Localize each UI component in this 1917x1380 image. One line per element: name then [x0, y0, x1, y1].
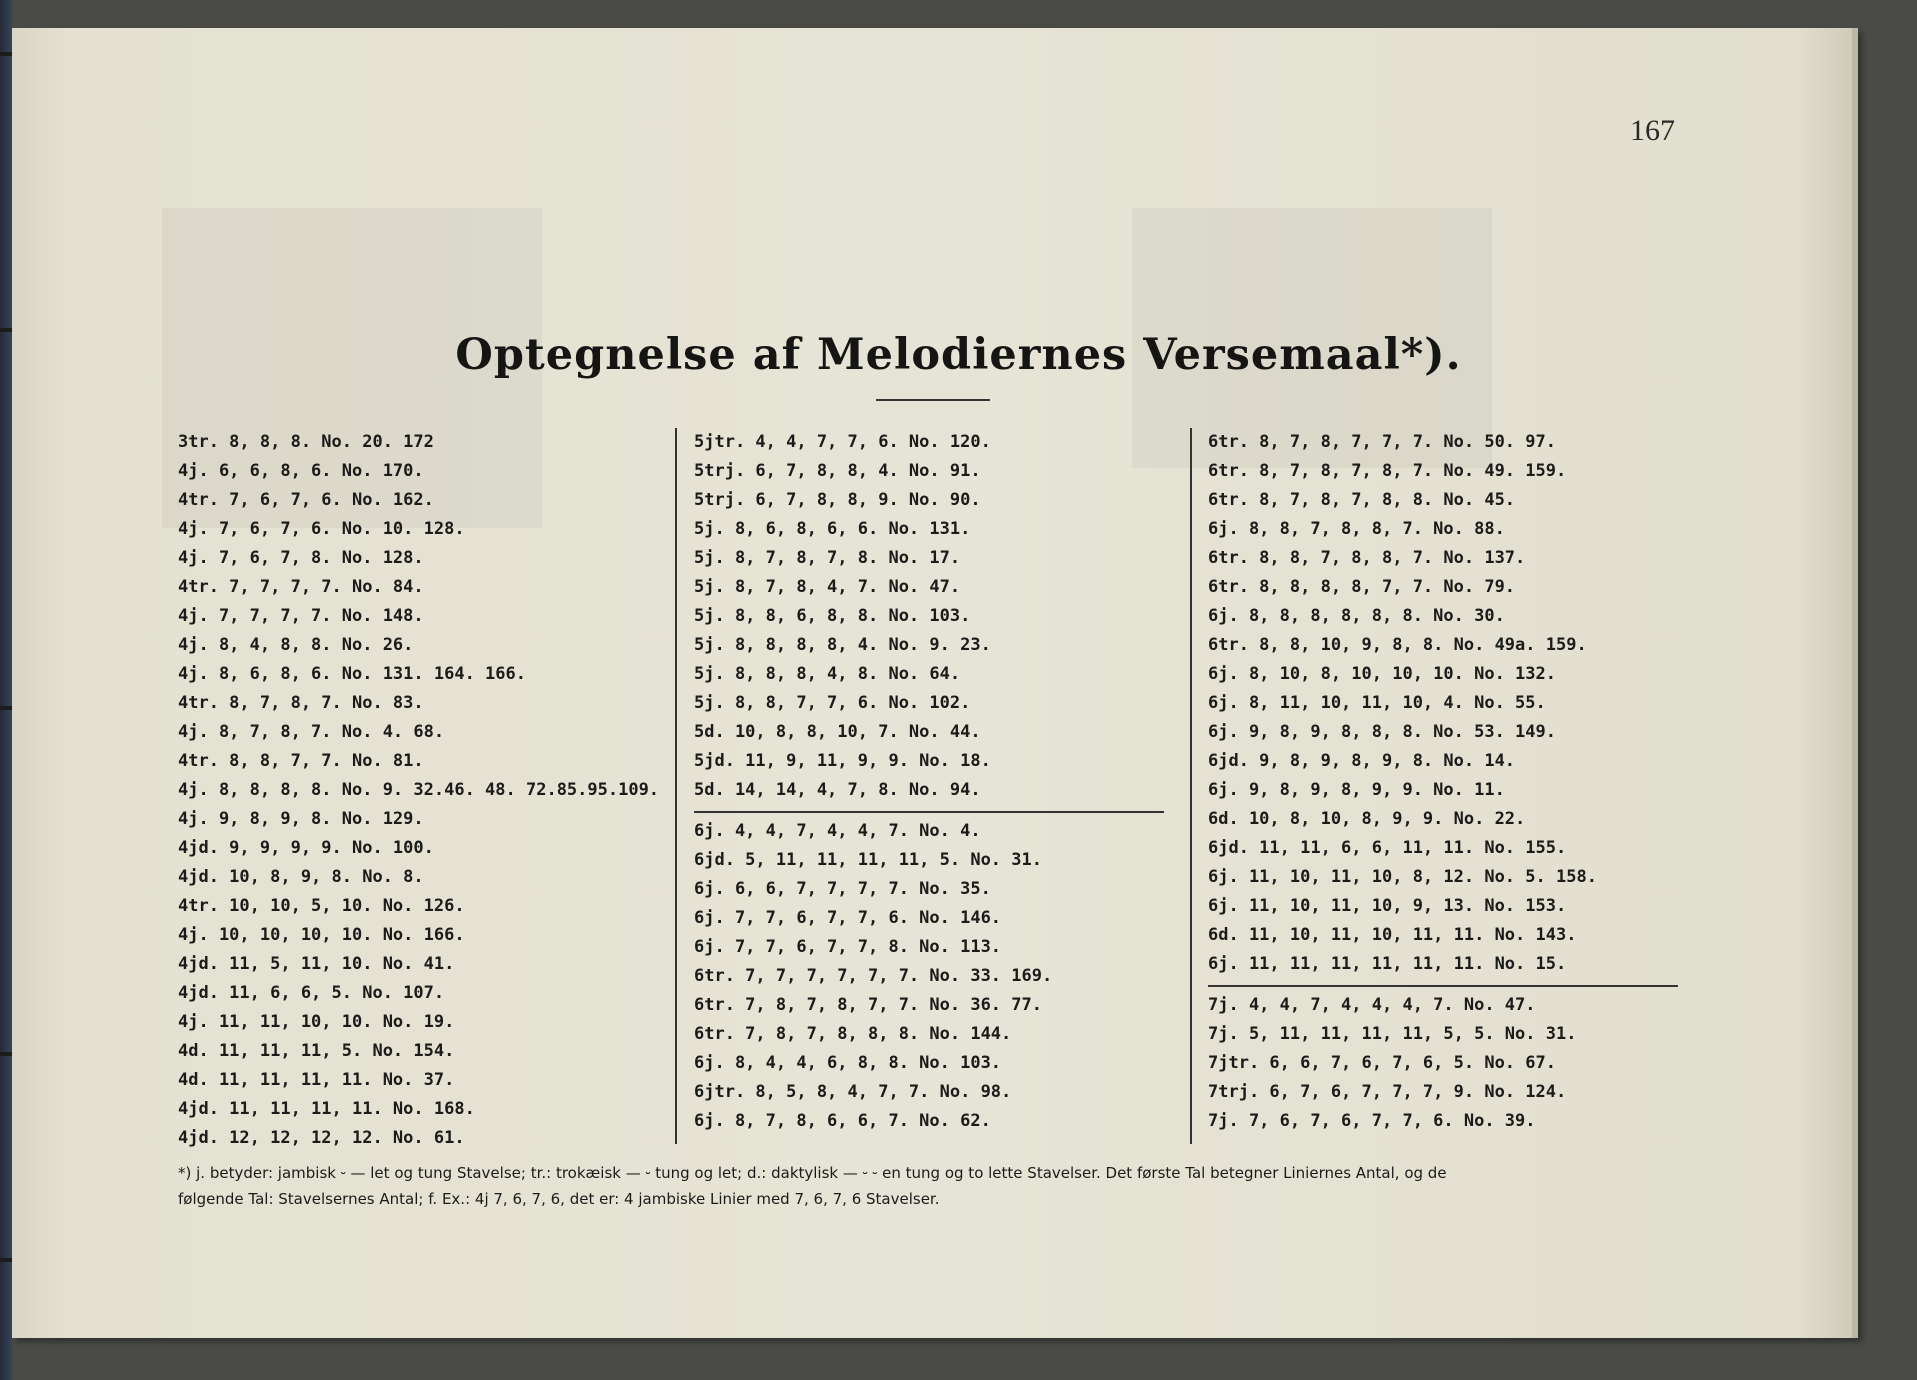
- meter-entry: 6tr. 7, 8, 7, 8, 7, 7. No. 36. 77.: [694, 995, 1042, 1015]
- meter-entry: 6j. 11, 10, 11, 10, 9, 13. No. 153.: [1208, 896, 1567, 916]
- meter-entry: 6jd. 5, 11, 11, 11, 11, 5. No. 31.: [694, 850, 1042, 870]
- meter-entry: 6jd. 11, 11, 6, 6, 11, 11. No. 155.: [1208, 838, 1567, 858]
- meter-entry: 5j. 8, 6, 8, 6, 6. No. 131.: [694, 519, 971, 539]
- meter-entry: 6j. 11, 11, 11, 11, 11, 11. No. 15.: [1208, 954, 1567, 974]
- page-title: Optegnelse af Melodiernes Versemaal*).: [455, 330, 1462, 380]
- meter-entry: 4j. 7, 6, 7, 8. No. 128.: [178, 548, 424, 568]
- meter-entry: 4jd. 11, 6, 6, 5. No. 107.: [178, 983, 445, 1003]
- meter-entry: 4j. 11, 11, 10, 10. No. 19.: [178, 1012, 455, 1032]
- meter-entry: 5j. 8, 7, 8, 7, 8. No. 17.: [694, 548, 961, 568]
- meter-entry: 4jd. 10, 8, 9, 8. No. 8.: [178, 867, 424, 887]
- meter-column-2: [694, 428, 1164, 1136]
- meter-entry: 7j. 7, 6, 7, 6, 7, 7, 6. No. 39.: [1208, 1111, 1536, 1131]
- meter-entry: 4j. 7, 7, 7, 7. No. 148.: [178, 606, 424, 626]
- meter-entry: 4j. 8, 8, 8, 8. No. 9. 32.46. 48. 72.85.95.109.: [178, 780, 660, 800]
- book-spine: [0, 0, 12, 1380]
- meter-entry: 4tr. 8, 7, 8, 7. No. 83.: [178, 693, 424, 713]
- group-divider: [694, 811, 1164, 813]
- meter-entry: 7trj. 6, 7, 6, 7, 7, 7, 9. No. 124.: [1208, 1082, 1567, 1102]
- meter-entry: 6jd. 9, 8, 9, 8, 9, 8. No. 14.: [1208, 751, 1516, 771]
- meter-entry: 4d. 11, 11, 11, 11. No. 37.: [178, 1070, 455, 1090]
- meter-entry: 4jd. 12, 12, 12, 12. No. 61.: [178, 1128, 465, 1148]
- meter-entry: 4j. 6, 6, 8, 6. No. 170.: [178, 461, 424, 481]
- meter-entry: 4j. 8, 4, 8, 8. No. 26.: [178, 635, 414, 655]
- meter-entry: 6tr. 8, 7, 8, 7, 8, 8. No. 45.: [1208, 490, 1516, 510]
- meter-entry: 4j. 7, 6, 7, 6. No. 10. 128.: [178, 519, 465, 539]
- meter-entry: 5jd. 11, 9, 11, 9, 9. No. 18.: [694, 751, 991, 771]
- meter-entry: 6j. 8, 11, 10, 11, 10, 4. No. 55.: [1208, 693, 1546, 713]
- meter-entry: 6tr. 8, 7, 8, 7, 7, 7. No. 50. 97.: [1208, 432, 1556, 452]
- meter-entry: 4jd. 9, 9, 9, 9. No. 100.: [178, 838, 434, 858]
- page-number: 167: [1630, 114, 1675, 147]
- meter-entry: 6j. 8, 8, 7, 8, 8, 7. No. 88.: [1208, 519, 1505, 539]
- column-divider: [675, 428, 677, 1144]
- meter-column-1: [178, 428, 658, 1153]
- meter-entry: 6j. 7, 7, 6, 7, 7, 6. No. 146.: [694, 908, 1002, 928]
- meter-entry: 6j. 8, 7, 8, 6, 6, 7. No. 62.: [694, 1111, 991, 1131]
- meter-entry: 6j. 8, 4, 4, 6, 8, 8. No. 103.: [694, 1053, 1002, 1073]
- footnote-line: følgende Tal: Stavelsernes Antal; f. Ex.: 4j 7, 6, 7, 6, det er: 4 jambiske Linier med 7, 6, 7, 6 Stavelser.: [178, 1190, 940, 1208]
- meter-entry: 4j. 10, 10, 10, 10. No. 166.: [178, 925, 465, 945]
- meter-entry: 6tr. 8, 8, 8, 8, 7, 7. No. 79.: [1208, 577, 1516, 597]
- meter-entry: 3tr. 8, 8, 8. No. 20. 172: [178, 432, 434, 452]
- meter-entry: 4tr. 7, 6, 7, 6. No. 162.: [178, 490, 434, 510]
- group-divider: [1208, 985, 1678, 987]
- meter-entry: 5j. 8, 7, 8, 4, 7. No. 47.: [694, 577, 961, 597]
- meter-entry: 6j. 9, 8, 9, 8, 8, 8. No. 53. 149.: [1208, 722, 1556, 742]
- meter-entry: 4d. 11, 11, 11, 5. No. 154.: [178, 1041, 455, 1061]
- meter-entry: 4j. 9, 8, 9, 8. No. 129.: [178, 809, 424, 829]
- meter-entry: 5j. 8, 8, 7, 7, 6. No. 102.: [694, 693, 971, 713]
- footnote: [178, 1160, 1688, 1212]
- meter-entry: 5d. 10, 8, 8, 10, 7. No. 44.: [694, 722, 981, 742]
- meter-entry: 4tr. 8, 8, 7, 7. No. 81.: [178, 751, 424, 771]
- meter-entry: 7j. 5, 11, 11, 11, 11, 5, 5. No. 31.: [1208, 1024, 1577, 1044]
- meter-entry: 5trj. 6, 7, 8, 8, 9. No. 90.: [694, 490, 981, 510]
- meter-entry: 6tr. 8, 7, 8, 7, 8, 7. No. 49. 159.: [1208, 461, 1567, 481]
- meter-entry: 6j. 11, 10, 11, 10, 8, 12. No. 5. 158.: [1208, 867, 1597, 887]
- meter-entry: 6j. 8, 8, 8, 8, 8, 8. No. 30.: [1208, 606, 1505, 626]
- meter-entry: 6tr. 8, 8, 7, 8, 8, 7. No. 137.: [1208, 548, 1526, 568]
- title-underline: [876, 399, 990, 401]
- meter-entry: 6j. 9, 8, 9, 8, 9, 9. No. 11.: [1208, 780, 1505, 800]
- meter-entry: 6j. 8, 10, 8, 10, 10, 10. No. 132.: [1208, 664, 1556, 684]
- meter-entry: 6d. 11, 10, 11, 10, 11, 11. No. 143.: [1208, 925, 1577, 945]
- meter-entry: 6j. 6, 6, 7, 7, 7, 7. No. 35.: [694, 879, 991, 899]
- meter-entry: 6d. 10, 8, 10, 8, 9, 9. No. 22.: [1208, 809, 1526, 829]
- meter-entry: 4jd. 11, 11, 11, 11. No. 168.: [178, 1099, 475, 1119]
- meter-entry: 4jd. 11, 5, 11, 10. No. 41.: [178, 954, 455, 974]
- meter-entry: 7j. 4, 4, 7, 4, 4, 4, 7. No. 47.: [1208, 995, 1536, 1015]
- meter-entry: 5j. 8, 8, 8, 8, 4. No. 9. 23.: [694, 635, 991, 655]
- meter-entry: 5jtr. 4, 4, 7, 7, 6. No. 120.: [694, 432, 991, 452]
- meter-entry: 6j. 4, 4, 7, 4, 4, 7. No. 4.: [694, 821, 981, 841]
- meter-entry: 5trj. 6, 7, 8, 8, 4. No. 91.: [694, 461, 981, 481]
- meter-entry: 6tr. 7, 8, 7, 8, 8, 8. No. 144.: [694, 1024, 1012, 1044]
- meter-entry: 4j. 8, 7, 8, 7. No. 4. 68.: [178, 722, 445, 742]
- meter-entry: 5d. 14, 14, 4, 7, 8. No. 94.: [694, 780, 981, 800]
- meter-entry: 6tr. 8, 8, 10, 9, 8, 8. No. 49a. 159.: [1208, 635, 1587, 655]
- meter-column-3: [1208, 428, 1678, 1136]
- meter-entry: 4j. 8, 6, 8, 6. No. 131. 164. 166.: [178, 664, 526, 684]
- column-divider: [1190, 428, 1192, 1144]
- meter-entry: 7jtr. 6, 6, 7, 6, 7, 6, 5. No. 67.: [1208, 1053, 1556, 1073]
- meter-entry: 5j. 8, 8, 8, 4, 8. No. 64.: [694, 664, 961, 684]
- meter-entry: 5j. 8, 8, 6, 8, 8. No. 103.: [694, 606, 971, 626]
- footnote-line: *) j. betyder: jambisk ⏑ — let og tung Stavelse; tr.: trokæisk — ⏑ tung og let; d.: daktylisk — ⏑ ⏑ en tung og to lette Stavelser. Det første Tal betegner Liniernes Antal, og de: [178, 1164, 1447, 1182]
- meter-entry: 4tr. 7, 7, 7, 7. No. 84.: [178, 577, 424, 597]
- meter-entry: 6jtr. 8, 5, 8, 4, 7, 7. No. 98.: [694, 1082, 1012, 1102]
- meter-entry: 6j. 7, 7, 6, 7, 7, 8. No. 113.: [694, 937, 1002, 957]
- meter-entry: 6tr. 7, 7, 7, 7, 7, 7. No. 33. 169.: [694, 966, 1053, 986]
- meter-entry: 4tr. 10, 10, 5, 10. No. 126.: [178, 896, 465, 916]
